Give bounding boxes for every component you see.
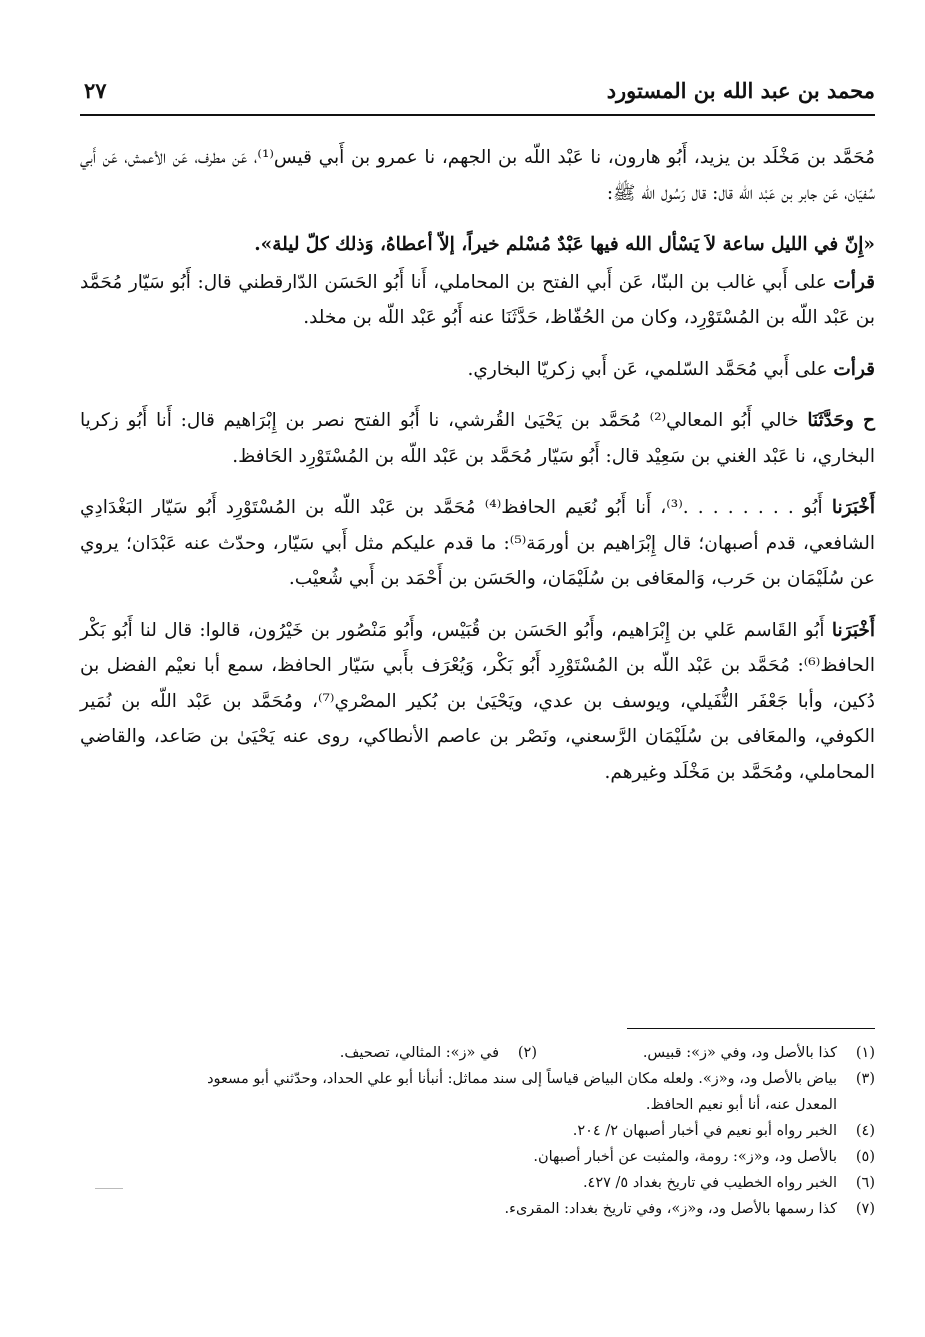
footnote-number: (٦): [855, 1175, 875, 1191]
footnote-5: [80, 1144, 875, 1170]
lead-word: أَخْبَرَنا: [831, 619, 875, 641]
lead-word: قرأت: [833, 358, 875, 380]
paragraph-text: «إِنّ في الليل ساعة لاَ يَسْأل الله فيها عَبْدٌ مُسْلم خيراً، إلاّ أعطاهُ، وَذلك كلّ ليلة».: [254, 234, 875, 255]
footnote-text: الخبر رواه أبو نعيم في أخبار أصبهان ٢/ ٢٠٤.: [572, 1123, 837, 1139]
footnotes: [80, 1040, 875, 1222]
footnote-number: (٤): [855, 1123, 875, 1139]
paragraph-text: على أَبي مُحَمَّد السّلمي، عَن أَبي زكريّا البخاري.: [467, 358, 834, 380]
footnote-7: [80, 1196, 875, 1222]
paragraph-qaraat-1: [80, 265, 875, 336]
page-number: ٢٧: [84, 77, 107, 103]
paragraph-isnad-1: [80, 140, 875, 211]
footnote-3-continuation: المعدل عنه، أنا أبو نعيم الحافظ.: [645, 1097, 837, 1113]
footnote-text: بياض بالأصل ود، و«ز». ولعله مكان البياض قياساً إلى سند مماثل: أنبأنا أبو علي الحداد، وحدّثني أبو مسعود: [207, 1071, 837, 1087]
main-text: [80, 140, 875, 806]
header-rule: [80, 114, 875, 116]
footnote-number: (١): [855, 1045, 875, 1061]
paragraph-qaraat-2: [80, 352, 875, 388]
footnote-number: (٣): [855, 1071, 875, 1087]
paragraph-text: مُحَمَّد بن مَخْلَد بن يزيد، أَبُو هارون، نا عَبْد اللّه بن الجهم، نا عمرو بن أَبي قيس⁽¹⁾، عَن مطرف، عَن الأعمش، عَن أَبي سُفيَان، عَن جابر بن عَبْد اللّه قال: قال رَسُول الله ﷺ:: [80, 147, 875, 204]
paragraph-text: خالي أَبُو المعالي⁽²⁾ مُحَمَّد بن يَحْيَىٰ القُرشي، نا أَبُو الفتح نصر بن إِبْرَاهيم قال: أَنا أَبُو زكريا البخاري، نا عَبْد الغني بن سَعِيْد قال: أَبُو سَيّار مُحَمَّد بن عَبْد اللّه بن المُسْتَوْرِد الحَافظ.: [80, 410, 875, 467]
lead-word: ح وحَدَّثَنَا: [807, 410, 875, 431]
paragraph-text: أَبُو القَاسم عَلي بن إِبْرَاهيم، وأَبُو الحَسَن بن قُبَيْس، وأَبُو مَنْصُور بن خَيْرُون، قالوا: قال لنا أَبُو بَكْر الحافظ⁽⁶⁾: مُحَمَّد بن عَبْد اللّه بن المُسْتَوْرِد أَبُو بَكْر، وَيُعْرَف بأَبي سَيّار الحافظ، سمع أبا نعيْم الفضل بن دُكين، وأبا جَعْفَر النُّفَيلي، ويوسف بن عدي، ويَحْيَىٰ بن بُكير المصْري⁽⁷⁾، ومُحَمَّد بن عَبْد اللّه بن نُمَير الكوفي، والمعَافى بن سُلَيْمَان الرَّسعني، ونَصْر بن عاصم الأنطاكي، روى عنه يَحْيَىٰ بن صَاعد، والقاضي المحاملي، ومُحَمَّد بن مَخْلَد وغيرهم.: [80, 619, 875, 783]
paragraph-text: أَبُو . . . . . . . .⁽³⁾، أَنا أَبُو نُعَيم الحافظ⁽⁴⁾ مُحَمَّد بن عَبْد اللّه بن المُسْتَوْرِد أَبُو سَيّار البَغْدَادِي الشافعي، قدم أصبهان؛ قال إِبْرَاهيم بن أورمَة⁽⁵⁾: ما قدم عليكم مثل أَبي سَيّار، وحدّث عنه عَبْدَان؛ يروي عن سُلَيْمَان بن حَرب، وَالمعَافى بن سُلَيْمَان، والحَسَن بن أَحْمَد بن أَبي شُعيْب.: [80, 497, 875, 589]
paragraph-haddathana: [80, 403, 875, 474]
paragraph-akhbarana-1: [80, 490, 875, 597]
hadith-text: [80, 227, 875, 263]
scan-smudge: [95, 1188, 123, 1189]
page-header: [80, 72, 875, 108]
footnote-number: (٧): [855, 1201, 875, 1217]
lead-word: قرأت: [833, 271, 875, 293]
footnote-text: في «ز»: المثالي، تصحيف.: [339, 1045, 499, 1061]
footnote-rule: [627, 1028, 875, 1029]
footnote-text: بالأصل ود، و«ز»: رومة، والمثبت عن أخبار أصبهان.: [533, 1149, 837, 1165]
footnote-4: [80, 1118, 875, 1144]
footnote-number: (٥): [855, 1149, 875, 1165]
footnote-row-1-2: [80, 1040, 875, 1066]
footnote-6: [80, 1170, 875, 1196]
footnote-text: الخبر رواه الخطيب في تاريخ بغداد ٥/ ٤٢٧.: [582, 1175, 837, 1191]
paragraph-text: على أَبي غالب بن البنّا، عَن أَبي الفتح بن المحاملي، أَنا أَبُو الحَسَن الدّارقطني قال: أَبُو سَيّار مُحَمَّد بن عَبْد اللّه بن المُسْتَوْرِد، وكان من الحُفّاظ، حَدَّثَنَا عنه أَبُو عَبْد اللّه بن مخلد.: [80, 271, 875, 328]
footnote-text: كذا بالأصل ود، وفي «ز»: قبيس.: [642, 1045, 837, 1061]
footnote-1: [597, 1040, 875, 1066]
running-title: محمد بن عبد الله بن المستورد: [606, 77, 875, 103]
footnote-2: [340, 1040, 597, 1066]
footnote-number: (٢): [517, 1045, 537, 1061]
paragraph-akhbarana-2: [80, 613, 875, 791]
lead-word: أَخْبَرَنا: [831, 497, 875, 518]
footnote-3: [80, 1066, 875, 1092]
footnote-text: كذا رسمها بالأصل ود، و«ز»، وفي تاريخ بغداد: المقرىء.: [504, 1201, 837, 1217]
